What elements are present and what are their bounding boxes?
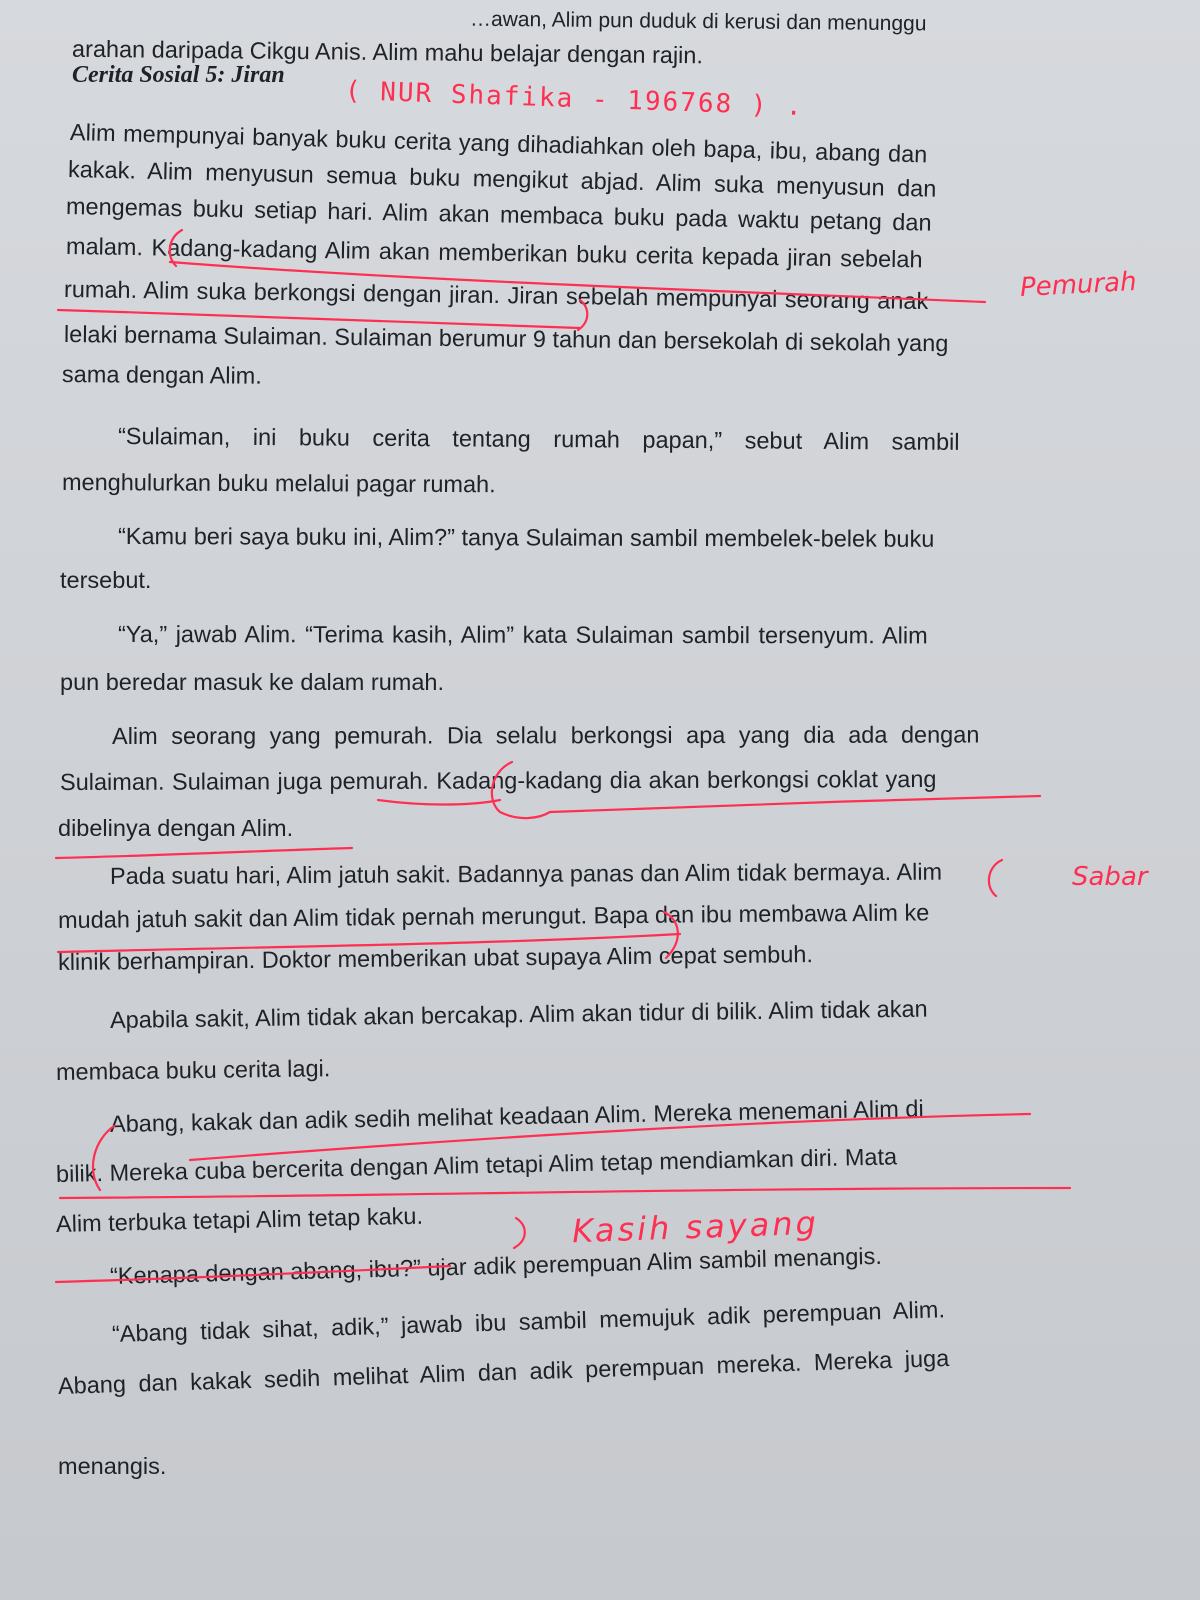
paragraph-1-line-6: lelaki bernama Sulaiman. Sulaiman berumur 9 tahun dan bersekolah di sekolah yang xyxy=(63,321,949,357)
paragraph-2-line-1: “Sulaiman, ini buku cerita tentang rumah papan,” sebut Alim sambil xyxy=(117,423,960,455)
margin-note-sabar: Sabar xyxy=(1072,862,1148,892)
paragraph-10-line-2: Abang dan kakak sedih melihat Alim dan adik perempuan mereka. Mereka juga xyxy=(57,1345,950,1399)
section-title: Cerita Sosial 5: Jiran xyxy=(72,62,285,88)
paragraph-1-line-2: kakak. Alim menyusun semua buku mengikut abjad. Alim suka menyusun dan xyxy=(67,156,937,202)
paragraph-1-line-5: rumah. Alim suka berkongsi dengan jiran. Jiran sebelah mempunyai seorang anak xyxy=(63,276,929,315)
paragraph-10-line-1: “Abang tidak sihat, adik,” jawab ibu sambil memujuk adik perempuan Alim. xyxy=(111,1296,946,1347)
paragraph-3-line-1: “Kamu beri saya buku ini, Alim?” tanya Sulaiman sambil membelek-belek buku xyxy=(117,523,935,552)
paragraph-6-line-1: Pada suatu hari, Alim jatuh sakit. Badannya panas dan Alim tidak bermaya. Alim xyxy=(109,858,943,889)
paragraph-1-line-1: Alim mempunyai banyak buku cerita yang dihadiahkan oleh bapa, ibu, abang dan xyxy=(69,119,928,168)
paragraph-4-line-2: pun beredar masuk ke dalam rumah. xyxy=(60,669,445,695)
bracket-open-6 xyxy=(989,860,1002,896)
paragraph-2-line-2: menghulurkan buku melalui pagar rumah. xyxy=(61,469,496,498)
underline-5c xyxy=(56,848,352,858)
paragraph-8-line-3: Alim terbuka tetapi Alim tetap kaku. xyxy=(55,1202,424,1237)
underline-8b xyxy=(60,1188,1070,1198)
paragraph-8-line-2: bilik. Mereka cuba bercerita dengan Alim tetapi Alim tetap mendiamkan diri. Mata xyxy=(55,1143,898,1187)
paragraph-6-line-3: klinik berhampiran. Doktor memberikan ubat supaya Alim cepat sembuh. xyxy=(57,941,814,975)
paragraph-5-line-3: dibelinya dengan Alim. xyxy=(58,815,294,841)
paragraph-1-line-3: mengemas buku setiap hari. Alim akan membaca buku pada waktu petang dan xyxy=(65,193,932,236)
paragraph-6-line-2: mudah jatuh sakit dan Alim tidak pernah merungut. Bapa dan ibu membawa Alim ke xyxy=(57,899,930,933)
paragraph-9-line-1: “Kenapa dengan abang, ibu?” ujar adik perempuan Alim sambil menangis. xyxy=(109,1242,883,1289)
paragraph-10-line-3: menangis. xyxy=(58,1453,167,1479)
underline-5b xyxy=(550,796,1040,812)
margin-note-pemurah: Pemurah xyxy=(1019,266,1138,304)
paragraph-8-line-1: Abang, kakak dan adik sedih melihat keadaan Alim. Mereka menemani Alim di xyxy=(109,1095,924,1137)
paragraph-1-line-7: sama dengan Alim. xyxy=(61,361,262,389)
paragraph-4-line-1: “Ya,” jawab Alim. “Terima kasih, Alim” kata Sulaiman sambil tersenyum. Alim xyxy=(117,621,928,649)
margin-note-kasih-sayang: Kasih sayang xyxy=(571,1203,820,1251)
paragraph-1-line-4: malam. Kadang-kadang Alim akan memberikan buku cerita kepada jiran sebelah xyxy=(65,233,923,273)
paragraph-3-line-2: tersebut. xyxy=(60,567,152,593)
paragraph-5-line-2: Sulaiman. Sulaiman juga pemurah. Kadang-kadang dia akan berkongsi coklat yang xyxy=(59,765,937,795)
student-name-annotation: ( NUR Shafika - 196768 ) . xyxy=(344,76,805,123)
paragraph-7-line-2: membaca buku cerita lagi. xyxy=(55,1055,331,1085)
underline-5a xyxy=(378,800,500,805)
bracket-close-8 xyxy=(514,1218,525,1248)
paragraph-7-line-1: Apabila sakit, Alim tidak akan bercakap. Alim akan tidur di bilik. Alim tidak akan xyxy=(109,995,928,1033)
top-line-2: arahan daripada Cikgu Anis. Alim mahu belajar dengan rajin. xyxy=(71,35,704,69)
paragraph-5-line-1: Alim seorang yang pemurah. Dia selalu berkongsi apa yang dia ada dengan xyxy=(111,721,980,749)
top-line-1: …awan, Alim pun duduk di kerusi dan menunggu xyxy=(469,7,927,36)
